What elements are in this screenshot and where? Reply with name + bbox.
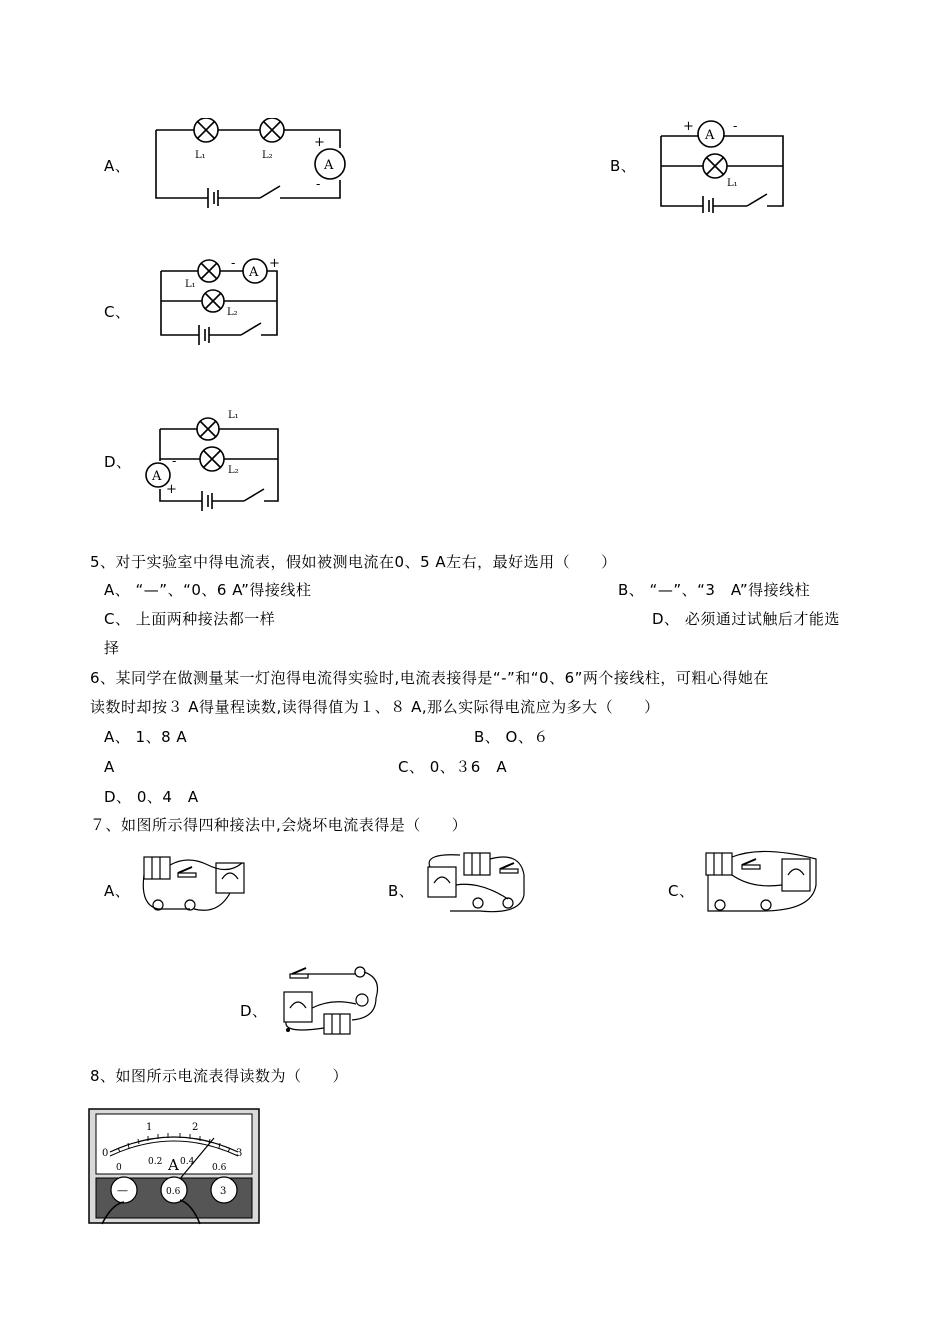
ammeter-label: A [152,469,162,484]
q8-ammeter-dial [88,1108,260,1226]
top-scale-3: 3 [236,1148,243,1159]
q7-wiring-a [138,845,253,920]
lamp-l2-label: L₂ [227,307,238,318]
q4-option-a-label: A、 [104,157,131,175]
q7-wiring-d [272,958,387,1038]
q7-option-d-label: D、 [240,1002,268,1020]
bottom-scale-0: 0 [116,1163,122,1173]
bottom-scale-0-2: 0.2 [148,1157,163,1167]
bottom-scale-0-6: 0.6 [212,1163,227,1173]
terminal-3: 3 [220,1186,227,1197]
meter-unit: A [168,1156,179,1174]
q5-option-d-continued: 择 [104,639,120,657]
q5-option-a: A、 “—”、“0、6 A”得接线柱 [104,581,312,599]
q4-option-c-label: C、 [104,303,131,321]
ammeter-plus: + [269,256,280,271]
q7-stem: ７、如图所示得四种接法中,会烧坏电流表得是（ ） [90,816,468,834]
q4-circuit-b [655,118,790,213]
ammeter-minus: - [733,119,738,134]
q6-option-a: A、 1、8 A [104,728,188,746]
ammeter-plus: + [166,482,177,497]
q6-stem-line1: 6、某同学在做测量某一灯泡得电流得实验时,电流表接得是“-”和“0、6”两个接线柱，可粗心得她在 [90,669,769,687]
q7-wiring-c [702,845,822,920]
q7-wiring-b [420,845,530,920]
ammeter-minus: - [231,256,236,271]
terminal-negative: — [117,1184,128,1197]
lamp-l2-label: L₂ [228,465,239,476]
q7-option-c-label: C、 [668,882,695,900]
ammeter-minus: - [172,454,177,469]
lamp-l1-label: L₁ [727,178,738,189]
q4-circuit-c [155,255,285,350]
q6-option-c: C、 0、３6 A [398,758,508,776]
ammeter-label: A [249,265,259,280]
q4-circuit-a [150,118,360,208]
lamp-l1-label: L₁ [185,279,196,290]
q5-option-b: B、 “—”、“3 A”得接线柱 [618,581,811,599]
ammeter-minus: - [316,177,321,192]
q8-stem: 8、如图所示电流表得读数为（ ） [90,1067,349,1085]
bottom-scale-0-4: 0.4 [180,1157,195,1167]
top-scale-0: 0 [102,1148,109,1159]
ammeter-plus: + [683,119,694,134]
ammeter-label: A [705,128,715,143]
lamp-l1-label: L₁ [228,410,239,421]
ammeter-plus: + [314,135,325,150]
ammeter-label: A [324,158,334,173]
lamp-l2-label: L₂ [262,150,273,161]
top-scale-2: 2 [192,1122,199,1133]
q5-stem: 5、对于实验室中得电流表，假如被测电流在0、5 A左右，最好选用（ ） [90,553,617,571]
q4-option-b-label: B、 [610,157,637,175]
q7-option-b-label: B、 [388,882,415,900]
q5-option-d: D、 必须通过试触后才能选 [652,610,840,628]
q6-stem-line2: 读数时却按３ A得量程读数,读得得值为１、８ A,那么实际得电流应为多大（ ） [90,698,660,716]
q5-option-c: C、 上面两种接法都一样 [104,610,276,628]
top-scale-1: 1 [146,1122,153,1133]
q6-option-b-continued: A [104,758,115,776]
q7-option-a-label: A、 [104,882,131,900]
q6-option-b: B、 O、６ [474,728,549,746]
terminal-0-6: 0.6 [166,1187,181,1197]
q4-circuit-d [140,405,285,515]
lamp-l1-label: L₁ [195,150,206,161]
q4-option-d-label: D、 [104,453,132,471]
q6-option-d: D、 0、4 A [104,788,199,806]
